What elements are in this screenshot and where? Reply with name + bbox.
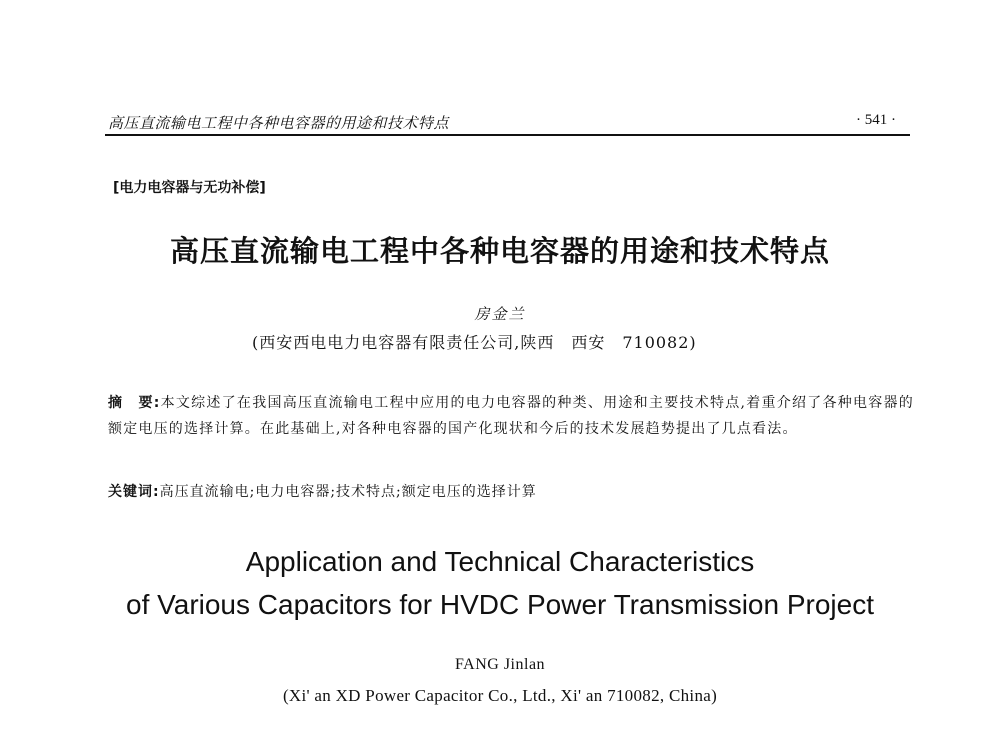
paper-title-en-line-2: of Various Capacitors for HVDC Power Transmission Project: [126, 589, 874, 620]
column-tag: [电力电容器与无功补偿]: [113, 180, 266, 196]
running-title: 高压直流输电工程中各种电容器的用途和技术特点: [108, 114, 450, 132]
author-en: FANG Jinlan: [454, 656, 546, 673]
paper-title-cn: 高压直流输电工程中各种电容器的用途和技术特点: [169, 234, 830, 268]
running-header: [105, 108, 910, 136]
affiliation-cn: (西安西电电力电容器有限责任公司,陕西 西安 710082): [252, 333, 697, 352]
keywords-text: 高压直流输电;电力电容器;技术特点;额定电压的选择计算: [159, 484, 537, 500]
page-number: · 541 ·: [856, 112, 896, 128]
abstract: [108, 390, 914, 442]
keywords-label: 关键词:: [108, 484, 160, 500]
abstract-label: 摘 要:: [108, 395, 161, 411]
affiliation-en: (Xi' an XD Power Capacitor Co., Ltd., Xi' an 710082, China): [282, 686, 718, 705]
author-cn: 房金兰: [474, 305, 526, 323]
paper-title-en: [0, 540, 1000, 626]
abstract-text: 本文综述了在我国高压直流输电工程中应用的电力电容器的种类、用途和主要技术特点,着重介绍了各种电容器的额定电压的选择计算。在此基础上,对各种电容器的国产化现状和今后的技术发展趋势提出了几点看法。: [108, 395, 914, 437]
paper-title-en-line-1: Application and Technical Characteristics: [245, 546, 755, 577]
keywords: [108, 481, 537, 501]
